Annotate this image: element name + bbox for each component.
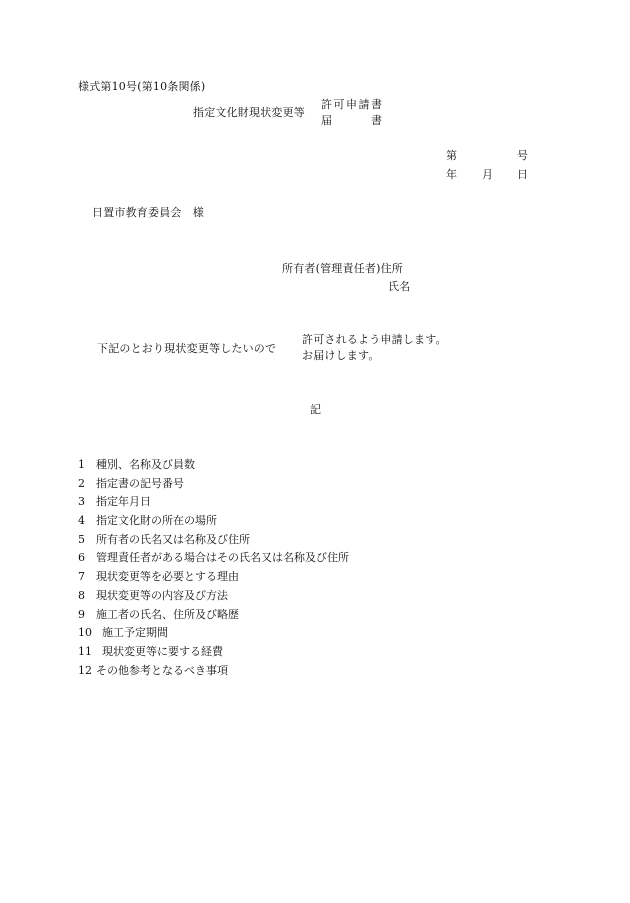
list-item: 1 種別、名称及び員数: [78, 458, 195, 471]
list-item: 2 指定書の記号番号: [78, 476, 184, 490]
list-item: 5 所有者の氏名又は名称及び住所: [78, 532, 250, 546]
date-day: 日: [517, 168, 529, 181]
reference-dai: 第: [446, 149, 458, 162]
ki-heading: 記: [310, 403, 322, 416]
applicant-address-label: 所有者(管理責任者)住所: [282, 262, 403, 275]
title-option-notify-start: 届: [321, 114, 333, 127]
date-month: 月: [482, 168, 494, 181]
list-item: 9 施工者の氏名、住所及び略歴: [78, 607, 239, 621]
list-item: 7 現状変更等を必要とする理由: [78, 570, 239, 584]
document-title: 指定文化財現状変更等: [193, 106, 305, 119]
reference-go: 号: [517, 149, 529, 162]
list-item: 4 指定文化財の所在の場所: [78, 514, 217, 528]
list-item: 10 施工予定期間: [78, 626, 168, 640]
list-item: 3 指定年月日: [78, 495, 151, 509]
list-item: 6 管理責任者がある場合はその氏名又は名称及び住所: [78, 551, 349, 565]
addressee: 日置市教育委員会 様: [92, 206, 204, 219]
date-year: 年: [446, 168, 458, 181]
applicant-name-label: 氏名: [388, 280, 411, 293]
list-item: 12 その他参考となるべき事項: [78, 663, 228, 677]
statement-option-notify: お届けします。: [302, 349, 380, 362]
form-number-label: 様式第10号(第10条関係): [78, 80, 206, 93]
items-list: [78, 458, 349, 682]
statement-option-permit: 許可されるよう申請します。: [302, 333, 447, 346]
list-item: 11 現状変更等に要する経費: [78, 644, 223, 658]
statement-lead: 下記のとおり現状変更等したいので: [97, 342, 277, 355]
title-option-permit: 許可申請書: [321, 98, 384, 111]
list-item: 8 現状変更等の内容及び方法: [78, 588, 228, 602]
title-option-notify-end: 書: [371, 114, 383, 127]
